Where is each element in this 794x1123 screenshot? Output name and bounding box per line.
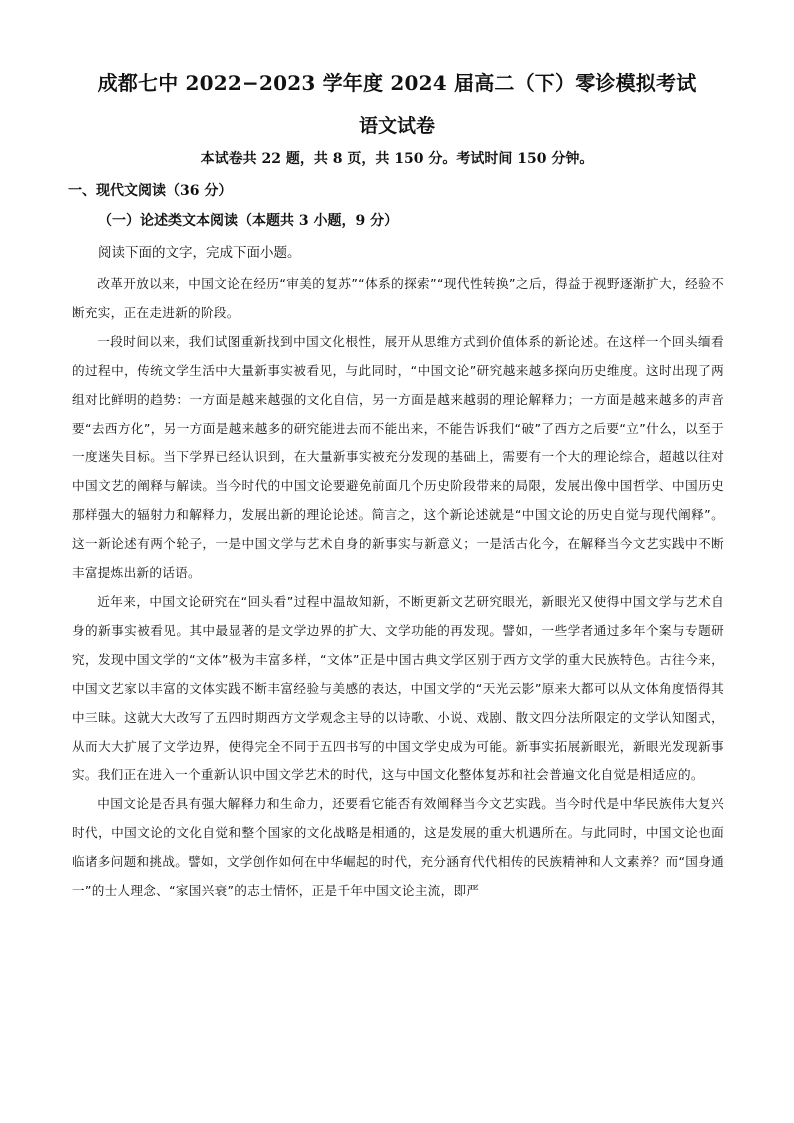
exam-info: 本试卷共 22 题，共 8 页，共 150 分。考试时间 150 分钟。 bbox=[200, 151, 594, 167]
passage-paragraph-3: 近年来，中国文论研究在“回头看”过程中温故知新，不断更新文艺研究眼光，新眼光又使得中国文学与艺术自身的新事实被看见。其中最显著的是文学边界的扩大、文学功能的再发现。譬如，一些学者通过多年个案与专题研究，发现中国文学的“文体”极为丰富多样，“文体”正是中国古典文学区别于西方文学的重大民族特色。古往今来，中国文艺家以丰富的文体实践不断丰富经验与美感的表达，中国文学的“天光云影”原来大都可以从文体角度悟得其中三昧。这就大大改写了五四时期西方文学观念主导的以诗歌、小说、戏剧、散文四分法所限定的文学认知图式，从而大大扩展了文学边界，使得完全不同于五四书写的中国文学史成为可能。新事实拓展新眼光，新眼光发现新事实。我们正在进入一个重新认识中国文学艺术的时代，这与中国文化整体复苏和社会普遍文化自觉是相适应的。 bbox=[72, 593, 724, 783]
reading-instruction: 阅读下面的文字，完成下面小题。 bbox=[98, 245, 301, 261]
reading-passage bbox=[72, 270, 724, 906]
exam-title: 成都七中 2022−2023 学年度 2024 届高二（下）零诊模拟考试 bbox=[97, 71, 697, 95]
subject-title: 语文试卷 bbox=[358, 115, 435, 137]
passage-paragraph-1: 改革开放以来，中国文论在经历“审美的复苏”“体系的探索”“现代性转换”之后，得益于视野逐渐扩大，经验不断充实，正在走进新的阶段。 bbox=[72, 276, 724, 320]
passage-paragraph-4: 中国文论是否具有强大解释力和生命力，还要看它能否有效阐释当今文艺实践。当今时代是中华民族伟大复兴时代，中国文论的文化自觉和整个国家的文化战略是相通的，这是发展的重大机遇所在。与此同时，中国文论也面临诸多问题和挑战。譬如，文学创作如何在中华崛起的时代，充分涵育代代相传的民族精神和人文素养？而“国身通一”的士人理念、“家国兴衰”的志士情怀，正是千年中国文论主流，即严 bbox=[72, 796, 724, 899]
subsection-heading: （一）论述类文本阅读（本题共 3 小题，9 分） bbox=[98, 213, 399, 229]
section-heading: 一、现代文阅读（36 分） bbox=[68, 183, 233, 199]
passage-paragraph-2: 一段时间以来，我们试图重新找到中国文化根性，展开从思维方式到价值体系的新论述。在这样一个回头缅看的过程中，传统文学生活中大量新事实被看见，与此同时，“中国文论”研究越来越多探向历史维度。这时出现了两组对比鲜明的趋势：一方面是越来越强的文化自信，另一方面是越来越弱的理论解释力；一方面是越来越多的声音要“去西方化”，另一方面是越来越多的研究能进去而不能出来，不能告诉我们“破”了西方之后要“立”什么，以至于一度迷失目标。当下学界已经认识到，在大量新事实被充分发现的基础上，需要有一个大的理论综合，超越以往对中国文艺的阐释与解读。当今时代的中国文论要避免前面几个历史阶段带来的局限，发展出像中国哲学、中国历史那样强大的辐射力和解释力，发展出新的理论论述。简言之，这个新论述就是“中国文论的历史自觉与现代阐释”。这一新论述有两个轮子，一是中国文学与艺术自身的新事实与新意义；一是活古化今，在解释当今文艺实践中不断丰富提炼出新的话语。 bbox=[72, 333, 724, 581]
